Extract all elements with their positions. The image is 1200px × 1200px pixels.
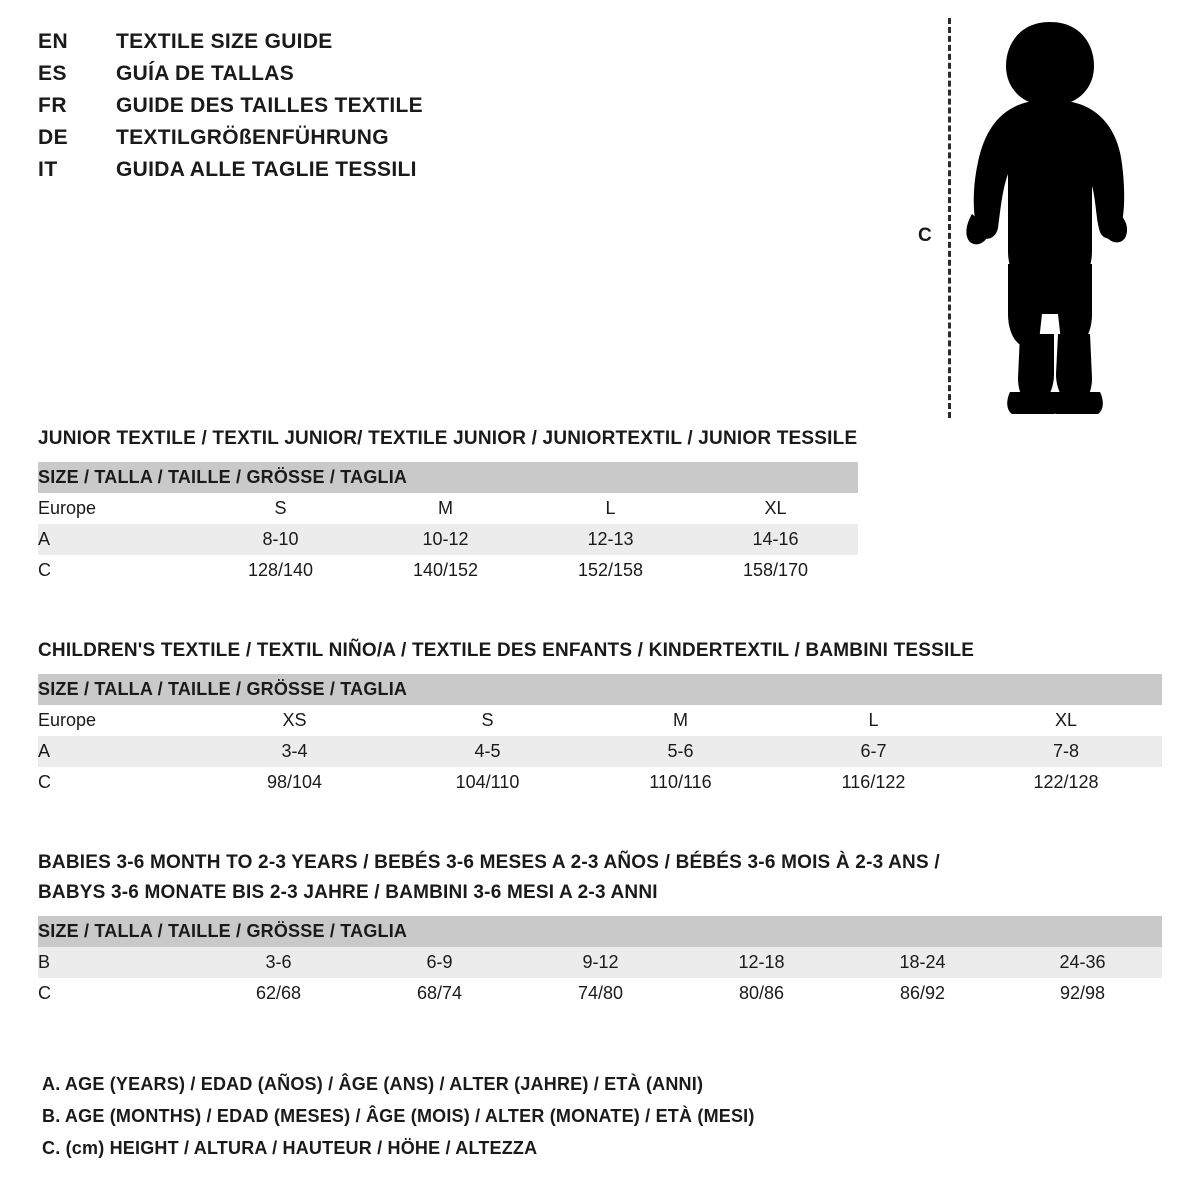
language-code: IT (38, 158, 58, 181)
row-label: A (38, 524, 198, 555)
legend-note: C. (cm) HEIGHT / ALTURA / HAUTEUR / HÖHE / ALTEZZA (42, 1138, 538, 1158)
cell: 10-12 (363, 524, 528, 555)
table-band-row (38, 916, 1162, 947)
language-title: GUÍA DE TALLAS (116, 62, 295, 85)
language-row (38, 94, 678, 124)
table-band-row (38, 462, 858, 493)
legend-note: A. AGE (YEARS) / EDAD (AÑOS) / ÂGE (ANS) / ALTER (JAHRE) / ETÀ (ANNI) (42, 1074, 704, 1094)
cell: 110/116 (584, 767, 777, 798)
cell: 14-16 (693, 524, 858, 555)
height-measure-label: C (918, 225, 932, 246)
cell: 158/170 (693, 555, 858, 586)
band-label: SIZE / TALLA / TAILLE / GRÖSSE / TAGLIA (38, 679, 408, 699)
row-label: A (38, 736, 198, 767)
cell: 152/158 (528, 555, 693, 586)
language-title: GUIDA ALLE TAGLIE TESSILI (116, 158, 417, 181)
language-header (38, 30, 678, 190)
row-label: C (38, 767, 198, 798)
cell: M (584, 705, 777, 736)
cell: XL (693, 493, 858, 524)
legend-note: B. AGE (MONTHS) / EDAD (MESES) / ÂGE (MOIS) / ALTER (MONATE) / ETÀ (MESI) (42, 1106, 755, 1126)
junior-size-table (38, 462, 858, 586)
band-label: SIZE / TALLA / TAILLE / GRÖSSE / TAGLIA (38, 921, 408, 941)
cell: 6-9 (359, 947, 520, 978)
cell: M (363, 493, 528, 524)
cell: S (391, 705, 584, 736)
table-row (38, 524, 858, 555)
cell: XL (970, 705, 1162, 736)
table-row (38, 705, 1162, 736)
table-band-row (38, 674, 1162, 705)
table-row (38, 947, 1162, 978)
cell: 122/128 (970, 767, 1162, 798)
section-title-line2: BABYS 3-6 MONATE BIS 2-3 JAHRE / BAMBINI 3-6 MESI A 2-3 ANNI (38, 882, 658, 903)
table-row (38, 555, 858, 586)
table-row (38, 736, 1162, 767)
cell: 5-6 (584, 736, 777, 767)
section-children (38, 640, 1162, 798)
cell: L (528, 493, 693, 524)
cell: 12-18 (681, 947, 842, 978)
language-title: GUIDE DES TAILLES TEXTILE (116, 94, 423, 117)
cell: 128/140 (198, 555, 363, 586)
table-row (38, 767, 1162, 798)
section-title: CHILDREN'S TEXTILE / TEXTIL NIÑO/A / TEXTILE DES ENFANTS / KINDERTEXTIL / BAMBINI TESSILE (38, 640, 975, 661)
language-code: ES (38, 62, 68, 85)
cell: 68/74 (359, 978, 520, 1009)
cell: 140/152 (363, 555, 528, 586)
child-silhouette-icon (950, 14, 1150, 424)
language-title: TEXTILGRÖßENFÜHRUNG (116, 126, 389, 149)
section-title: JUNIOR TEXTILE / TEXTIL JUNIOR/ TEXTILE JUNIOR / JUNIORTEXTIL / JUNIOR TESSILE (38, 428, 858, 449)
language-row (38, 62, 678, 92)
cell: 8-10 (198, 524, 363, 555)
cell: 7-8 (970, 736, 1162, 767)
row-label: Europe (38, 493, 198, 524)
cell: L (777, 705, 970, 736)
cell: 62/68 (198, 978, 359, 1009)
row-label: Europe (38, 705, 198, 736)
row-label: C (38, 555, 198, 586)
cell: 6-7 (777, 736, 970, 767)
row-label: B (38, 947, 198, 978)
cell: 98/104 (198, 767, 391, 798)
cell: 74/80 (520, 978, 681, 1009)
cell: 12-13 (528, 524, 693, 555)
cell: 104/110 (391, 767, 584, 798)
table-row (38, 978, 1162, 1009)
cell: 4-5 (391, 736, 584, 767)
section-babies (38, 852, 1162, 1009)
cell: 86/92 (842, 978, 1003, 1009)
cell: 3-4 (198, 736, 391, 767)
legend-notes (42, 1068, 1142, 1164)
children-size-table (38, 674, 1162, 798)
section-junior (38, 428, 1162, 586)
cell: 9-12 (520, 947, 681, 978)
cell: XS (198, 705, 391, 736)
language-code: FR (38, 94, 67, 117)
band-label: SIZE / TALLA / TAILLE / GRÖSSE / TAGLIA (38, 467, 408, 487)
cell: 18-24 (842, 947, 1003, 978)
row-label: C (38, 978, 198, 1009)
language-row (38, 30, 678, 60)
cell: 3-6 (198, 947, 359, 978)
cell: S (198, 493, 363, 524)
section-title: BABIES 3-6 MONTH TO 2-3 YEARS / BEBÉS 3-6 MESES A 2-3 AÑOS / BÉBÉS 3-6 MOIS À 2-3 ANS / (38, 852, 940, 873)
language-row (38, 126, 678, 156)
language-code: DE (38, 126, 69, 149)
height-figure (900, 10, 1160, 420)
cell: 80/86 (681, 978, 842, 1009)
cell: 116/122 (777, 767, 970, 798)
babies-size-table (38, 916, 1162, 1009)
language-code: EN (38, 30, 69, 53)
cell: 24-36 (1003, 947, 1162, 978)
table-row (38, 493, 858, 524)
language-title: TEXTILE SIZE GUIDE (116, 30, 333, 53)
language-row (38, 158, 678, 188)
cell: 92/98 (1003, 978, 1162, 1009)
